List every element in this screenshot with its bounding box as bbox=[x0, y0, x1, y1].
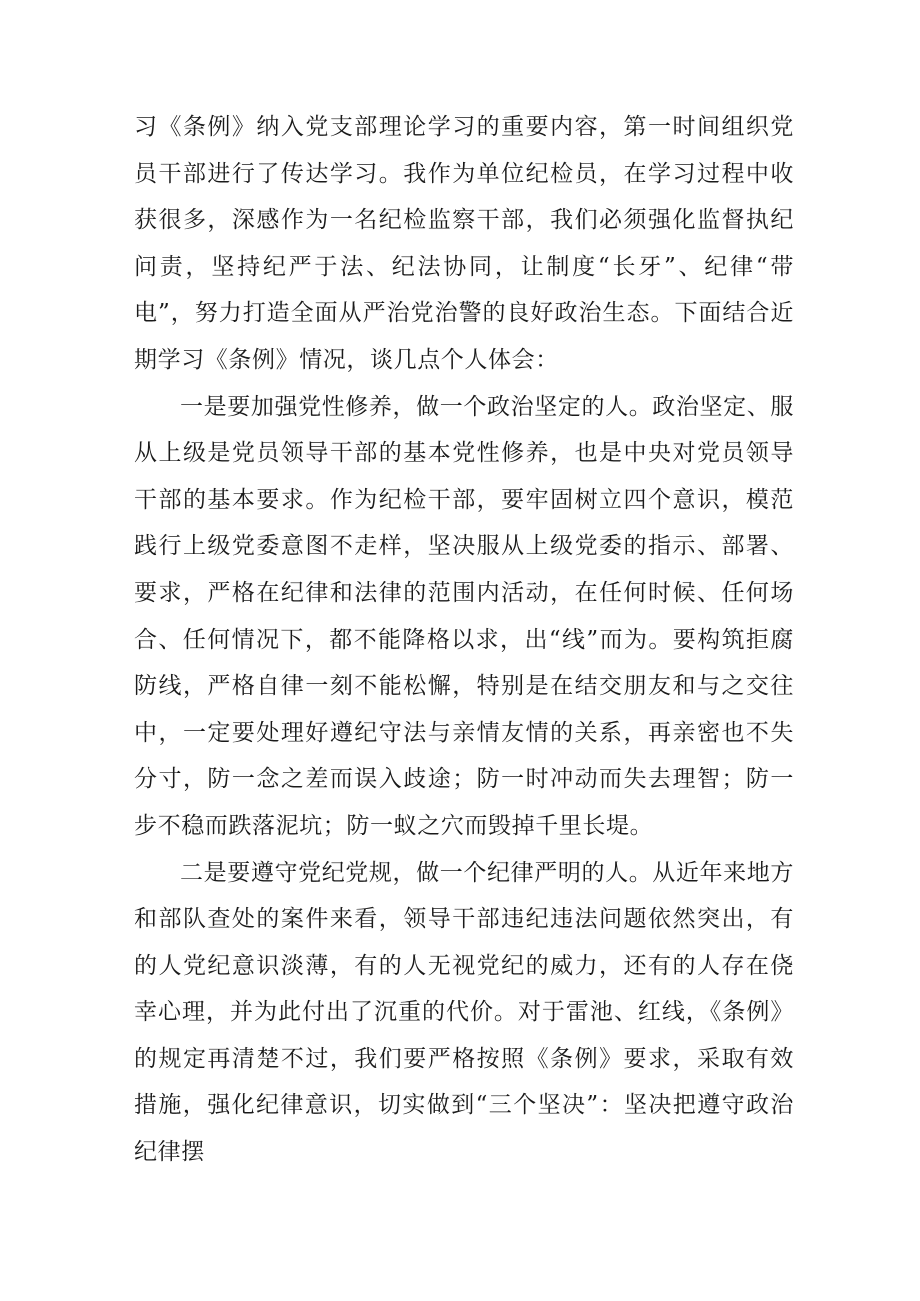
paragraph-point-one: 一是要加强党性修养，做一个政治坚定的人。政治坚定、服从上级是党员领导干部的基本党性修养，也是中央对党员领导干部的基本要求。作为纪检干部，要牢固树立四个意识，模范践行上级党委意图不走样，坚决服从上级党委的指示、部署、要求，严格在纪律和法律的范围内活动，在任何时候、任何场合、任何情况下，都不能降格以求，出“线”而为。要构筑拒腐防线，严格自律一刻不能松懈，特别是在结交朋友和与之交往中，一定要处理好遵纪守法与亲情友情的关系，再亲密也不失分寸，防一念之差而误入歧途；防一时冲动而失去理智；防一步不稳而跌落泥坑；防一蚁之穴而毁掉千里长堤。 bbox=[134, 393, 794, 839]
paragraph-point-two: 二是要遵守党纪党规，做一个纪律严明的人。从近年来地方和部队查处的案件来看，领导干部违纪违法问题依然突出，有的人党纪意识淡薄，有的人无视党纪的威力，还有的人存在侥幸心理，并为此付出了沉重的代价。对于雷池、红线，《条例》的规定再清楚不过，我们要严格按照《条例》要求，采取有效措施，强化纪律意识，切实做到“三个坚决”：坚决把遵守政治纪律摆 bbox=[134, 859, 794, 1166]
paragraph-continuation: 习《条例》纳入党支部理论学习的重要内容，第一时间组织党员干部进行了传达学习。我作为单位纪检员，在学习过程中收获很多，深感作为一名纪检监察干部，我们必须强化监督执纪问责，坚持纪严于法、纪法协同，让制度“长牙”、纪律“带电”，努力打造全面从严治党治警的良好政治生态。下面结合近期学习《条例》情况，谈几点个人体会： bbox=[134, 114, 794, 373]
document-body bbox=[134, 104, 794, 1176]
